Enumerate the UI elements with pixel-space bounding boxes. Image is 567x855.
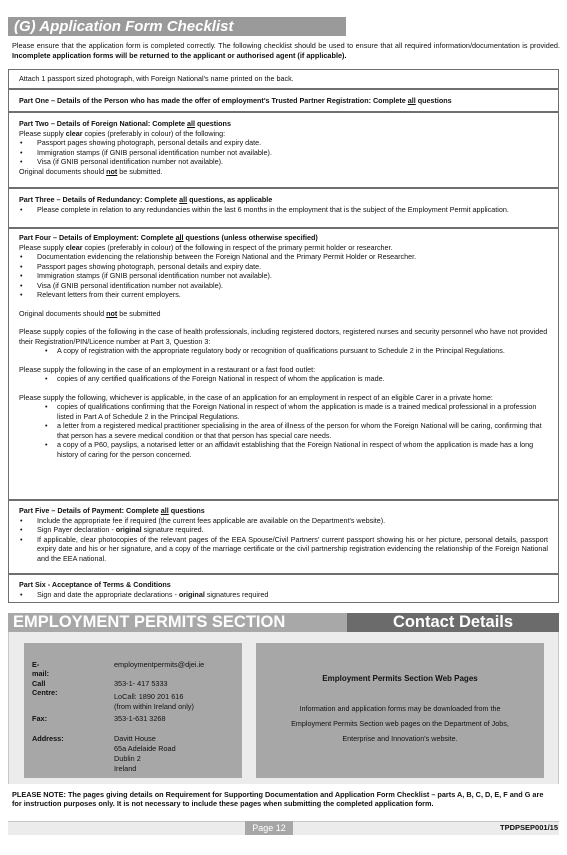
list-item: • Please complete in relation to any redundancies within the last 6 months in the employment that is the subject of the Employment Permit application. bbox=[19, 205, 548, 215]
restaurant-text: Please supply the following in the case of an employment in a restaurant or a fast food outlet: bbox=[19, 364, 316, 374]
list-item: • Visa (if GNIB personal identification number not available). bbox=[19, 157, 548, 167]
part-two-supply-text: Please supply clear copies (preferably in colour) of the following: bbox=[19, 128, 226, 138]
list-item: • Passport pages showing photograph, personal details and expiry date. bbox=[19, 262, 548, 272]
web-pages-text: Information and application forms may be downloaded from the Employment Permits Section web pages on the Department of Jobs, Enterprise and Innovation's website. bbox=[291, 704, 509, 743]
part-two-title: Part Two – Details of Foreign National: Complete all questions bbox=[19, 119, 231, 128]
page-number: Page 12 bbox=[245, 821, 293, 835]
list-item: • Relevant letters from their current employers. bbox=[19, 290, 548, 300]
please-note: PLEASE NOTE: The pages giving details on Requirement for Supporting Documentation and Application Form Checklist – parts A, B, C, D, E, F and G are for instruction purposes only. It is not necessary to include these pages when submitting the completed application form. bbox=[12, 790, 544, 809]
photo-requirement-box: Attach 1 passport sized photograph, with Foreign National's name printed on the back. bbox=[8, 69, 559, 89]
list-item: • Immigration stamps (if GNIB personal identification number not available). bbox=[19, 271, 548, 281]
checklist-header bbox=[8, 17, 346, 36]
list-item: • Visa (if GNIB personal identification number not available). bbox=[19, 281, 548, 291]
document-reference: TPDPSEP001/15 bbox=[500, 823, 558, 832]
part-three-list bbox=[19, 205, 548, 215]
part-six-box bbox=[8, 574, 559, 603]
list-item: • Immigration stamps (if GNIB personal identification number not available). bbox=[19, 148, 548, 158]
part-five-title: Part Five – Details of Payment: Complete all questions bbox=[19, 506, 205, 515]
list-item: • Include the appropriate fee if required (the current fees applicable are available on the Department's website). bbox=[19, 516, 548, 526]
part-three-title: Part Three – Details of Redundancy: Complete all questions, as applicable bbox=[19, 195, 273, 204]
part-four-title: Part Four – Details of Employment: Complete all questions (unless otherwise specified) bbox=[19, 233, 318, 242]
part-six-title: Part Six - Acceptance of Terms & Conditions bbox=[19, 580, 171, 589]
section-title: EMPLOYMENT PERMITS SECTION bbox=[13, 613, 286, 631]
part-two-originals-note: Original documents should not be submitted. bbox=[19, 166, 163, 176]
health-list bbox=[19, 346, 548, 356]
part-four-supply-text: Please supply clear copies (preferably in colour) of the following in respect of the primary permit holder or researcher. bbox=[19, 242, 393, 252]
part-five-list bbox=[19, 516, 548, 564]
list-item: • A copy of registration with the appropriate regulatory body or recognition of qualifications pursuant to Schedule 2 in the Principal Regulations. bbox=[19, 346, 548, 356]
part-three-box bbox=[8, 188, 559, 228]
health-professionals-text: Please supply copies of the following in the case of health professionals, including registered doctors, registered nurses and security personnel who have not provided their Registration/PIN/Licence number at Part 3, Question 3: bbox=[19, 327, 548, 346]
carer-text: Please supply the following, whichever is applicable, in the case of an application for an employment in respect of an eligible Carer in a private home: bbox=[19, 392, 493, 402]
list-item: • a copy of a P60, payslips, a notarised letter or an affidavit establishing that the Foreign National in respect of whom the application is made has a long history of caring for the person concerned. bbox=[19, 440, 548, 459]
contact-details-title: Contact Details bbox=[347, 613, 559, 632]
list-item: • Sign and date the appropriate declarations - original signatures required bbox=[19, 590, 548, 600]
list-item: • copies of qualifications confirming that the Foreign National in respect of whom the application is made is a trained medical professional in a profession listed in Part A of Schedule 2 in the Principal Regulations. bbox=[19, 402, 548, 421]
part-one-box bbox=[8, 89, 559, 112]
part-four-list bbox=[19, 252, 548, 300]
part-one-title: Part One – Details of the Person who has made the offer of employment's Trusted Partner Registration: Complete all questions bbox=[19, 96, 452, 105]
part-five-box bbox=[8, 500, 559, 574]
list-item: • Passport pages showing photograph, personal details and expiry date. bbox=[19, 138, 548, 148]
part-two-box bbox=[8, 112, 559, 188]
restaurant-list bbox=[19, 374, 548, 384]
list-item: • If applicable, clear photocopies of the relevant pages of the EEA Spouse/Civil Partners' current passport showing his or her picture, personal details, passport expiry date and his or her signature, and a copy of the marriage certificate or the civil partnership registration evidencing the relationship of the Foreign National and the EEA national. bbox=[19, 535, 548, 564]
part-four-box bbox=[8, 228, 559, 500]
page-title: (G) Application Form Checklist bbox=[14, 18, 234, 35]
part-two-list bbox=[19, 138, 548, 167]
part-four-originals-note: Original documents should not be submitted bbox=[19, 308, 161, 318]
email-link[interactable]: employmentpermits@djei.ie bbox=[114, 660, 205, 669]
web-pages-title: Employment Permits Section Web Pages bbox=[322, 674, 478, 683]
part-six-list bbox=[19, 590, 548, 600]
intro-paragraph: Please ensure that the application form is completed correctly. The following checklist should be used to ensure that all required information/documentation is provided. Incomplete application forms will be returned to the applicant or authorised agent (if applicable). bbox=[12, 41, 560, 60]
list-item: • Sign Payer declaration - original signature required. bbox=[19, 525, 548, 535]
list-item: • a letter from a registered medical practitioner specialising in the area of illness of the person for whom the Foreign National will be caring, confirming that that person has a severe medical condition or that that person has special care needs. bbox=[19, 421, 548, 440]
list-item: • Documentation evidencing the relationship between the Foreign National and the Primary Permit Holder or Researcher. bbox=[19, 252, 548, 262]
list-item: • copies of any certified qualifications of the Foreign National in respect of whom the application is made. bbox=[19, 374, 548, 384]
carer-list bbox=[19, 402, 548, 459]
